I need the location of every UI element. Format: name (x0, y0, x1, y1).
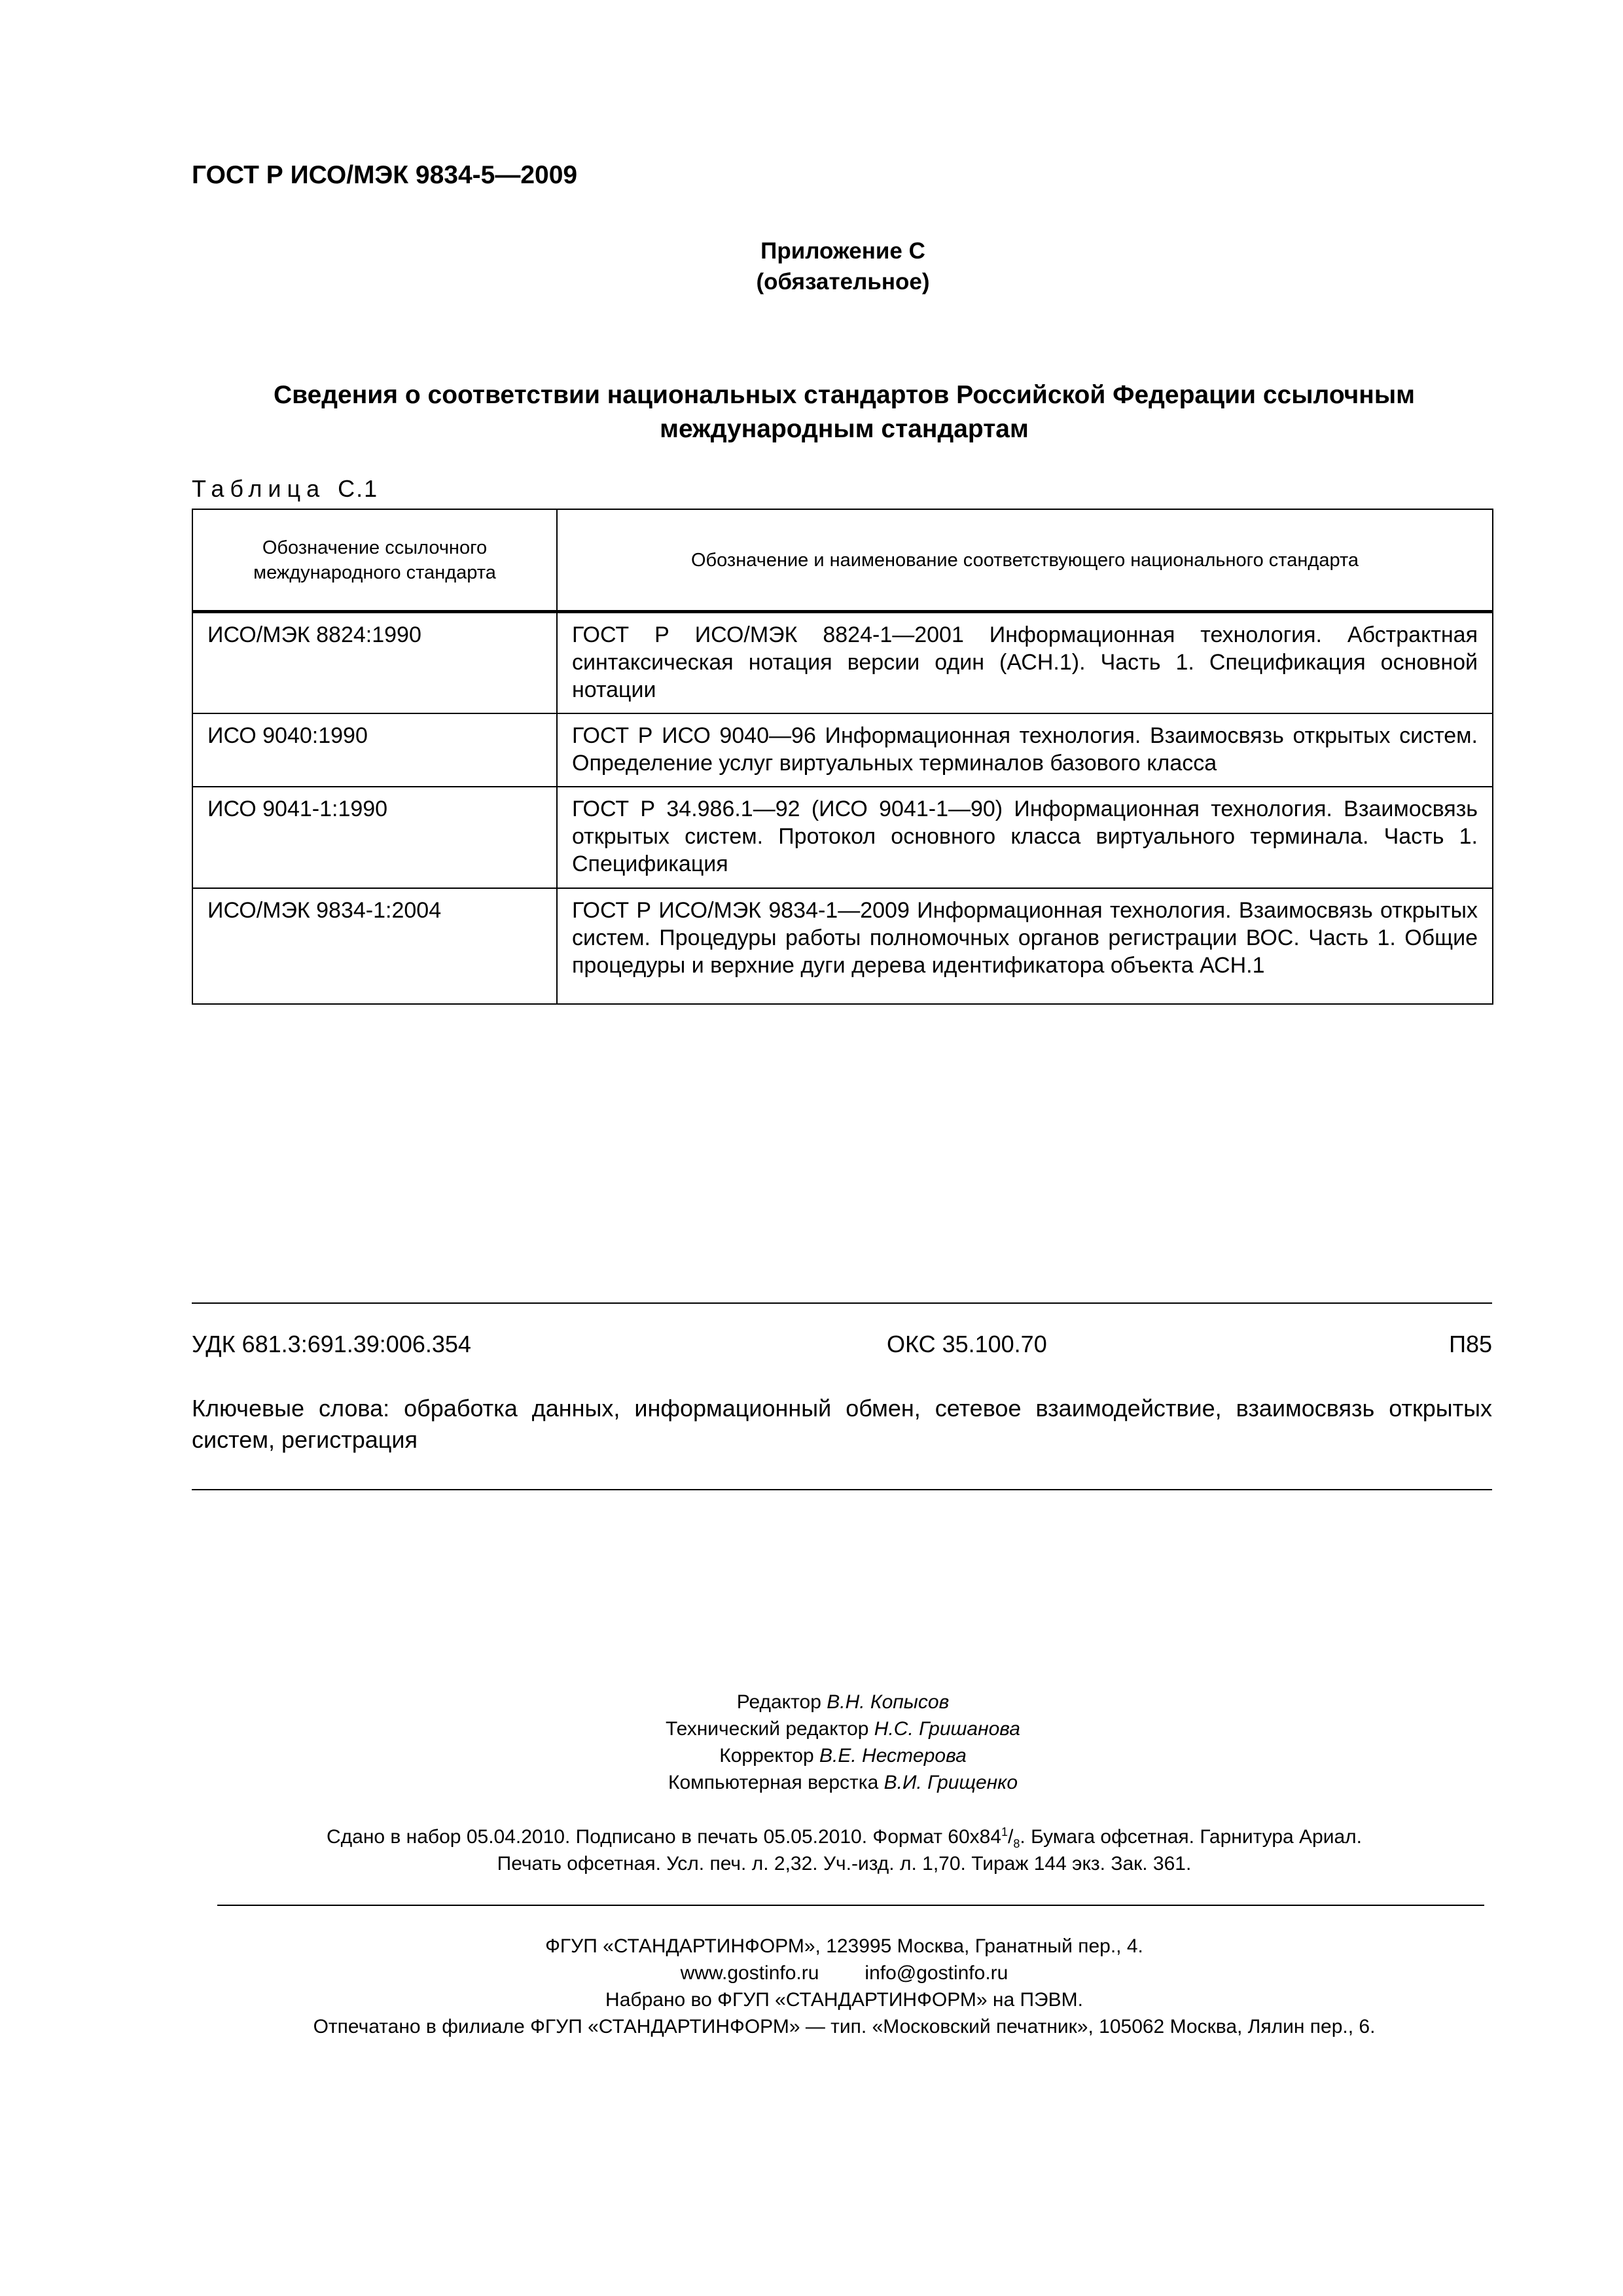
staff-name: В.И. Грищенко (883, 1772, 1018, 1793)
document-code: ГОСТ Р ИСО/МЭК 9834-5—2009 (192, 161, 578, 189)
publisher-info (190, 1933, 1499, 2040)
section-title-line2: международным стандартам (660, 415, 1029, 443)
staff-line (0, 1689, 1623, 1715)
table-row (192, 888, 1493, 1004)
appendix-title: Приложение С (760, 238, 925, 264)
email-link[interactable]: info@gostinfo.ru (865, 1962, 1008, 1984)
staff-name: В.Е. Нестерова (819, 1745, 967, 1767)
header-intl-standard: Обозначение ссылочного международного стандарта (192, 509, 557, 612)
national-standard-cell: ГОСТ Р ИСО 9040—96 Информационная технология. Взаимосвязь открытых систем. Определение услуг виртуальных терминалов базового класса (557, 713, 1493, 787)
staff-role: Технический редактор (666, 1718, 869, 1740)
table-row (192, 787, 1493, 888)
table-row (192, 612, 1493, 713)
publisher-contacts (190, 1960, 1499, 1986)
intl-standard-cell: ИСО/МЭК 8824:1990 (192, 612, 557, 713)
section-title-line1: Сведения о соответствии национальных стандартов Российской Федерации ссылочным (273, 381, 1416, 409)
table-caption-number: С.1 (338, 475, 379, 502)
header-national-standard: Обозначение и наименование соответствующего национального стандарта (557, 509, 1493, 612)
staff-role: Редактор (736, 1691, 821, 1713)
national-standard-cell: ГОСТ Р 34.986.1—92 (ИСО 9041-1—90) Информационная технология. Взаимосвязь открытых систем. Протокол основного класса виртуального терминала. Часть 1. Спецификация (557, 787, 1493, 888)
reference-table (192, 509, 1493, 1005)
publisher-address: ФГУП «СТАНДАРТИНФОРМ», 123995 Москва, Гранатный пер., 4. (545, 1935, 1143, 1957)
staff-line (0, 1715, 1623, 1742)
printing-note: Отпечатано в филиале ФГУП «СТАНДАРТИНФОРМ» — тип. «Московский печатник», 105062 Москва, Лялин пер., 6. (313, 2016, 1376, 2037)
print-info-line1: Сдано в набор 05.04.2010. Подписано в печать 05.05.2010. Формат $60x84^1/_8$. Бумага офсетная. Гарнитура Ариал. (326, 1825, 1363, 1850)
table-caption-word: Таблица (192, 475, 326, 502)
table-caption (192, 475, 378, 503)
print-info-text: . Бумага офсетная. Гарнитура Ариал. (1020, 1826, 1363, 1848)
intl-standard-cell: ИСО/МЭК 9834-1:2004 (192, 888, 557, 1004)
staff-credits (0, 1689, 1623, 1796)
typesetting-note: Набрано во ФГУП «СТАНДАРТИНФОРМ» на ПЭВМ. (605, 1989, 1083, 2011)
staff-name: В.Н. Копысов (827, 1691, 950, 1713)
intl-standard-cell: ИСО 9040:1990 (192, 713, 557, 787)
staff-role: Корректор (719, 1745, 814, 1767)
print-info-line2: Печать офсетная. Усл. печ. л. 2,32. Уч.-изд. л. 1,70. Тираж 144 экз. Зак. 361. (497, 1853, 1192, 1874)
classification-top-rule (192, 1302, 1492, 1304)
staff-line (0, 1742, 1623, 1769)
appendix-heading (0, 236, 1623, 297)
staff-line (0, 1769, 1623, 1796)
classification-code: П85 (1449, 1331, 1492, 1357)
table-row (192, 713, 1493, 787)
section-title (190, 378, 1499, 446)
format-fraction-denominator: 8 (1013, 1837, 1020, 1850)
appendix-status: (обязательное) (756, 269, 930, 295)
udk-code: УДК 681.3:691.39:006.354 (192, 1331, 471, 1357)
publisher-top-rule (217, 1905, 1484, 1906)
intl-standard-cell: ИСО 9041-1:1990 (192, 787, 557, 888)
oks-code: ОКС 35.100.70 (887, 1331, 1047, 1357)
staff-role: Компьютерная верстка (668, 1772, 879, 1793)
format-fraction-numerator: 1 (1001, 1825, 1008, 1839)
national-standard-cell: ГОСТ Р ИСО/МЭК 9834-1—2009 Информационная технология. Взаимосвязь открытых систем. Процедуры работы полномочных органов регистрации ВОС. Часть 1. Общие процедуры и верхние дуги дерева идентификатора объекта АСН.1 (557, 888, 1493, 1004)
national-standard-cell: ГОСТ Р ИСО/МЭК 8824-1—2001 Информационная технология. Абстрактная синтаксическая нотация версии один (АСН.1). Часть 1. Спецификация основной нотации (557, 612, 1493, 713)
keywords-bottom-rule (192, 1489, 1492, 1490)
staff-name: Н.С. Гришанова (874, 1718, 1020, 1740)
website-link[interactable]: www.gostinfo.ru (680, 1962, 819, 1984)
keywords: Ключевые слова: обработка данных, информационный обмен, сетевое взаимодействие, взаимосвязь открытых систем, регистрация (192, 1395, 1492, 1453)
print-info (190, 1823, 1499, 1877)
table-header-row (192, 509, 1493, 612)
print-info-text: Сдано в набор 05.04.2010. Подписано в печать 05.05.2010. Формат 60x84 (326, 1826, 1002, 1848)
